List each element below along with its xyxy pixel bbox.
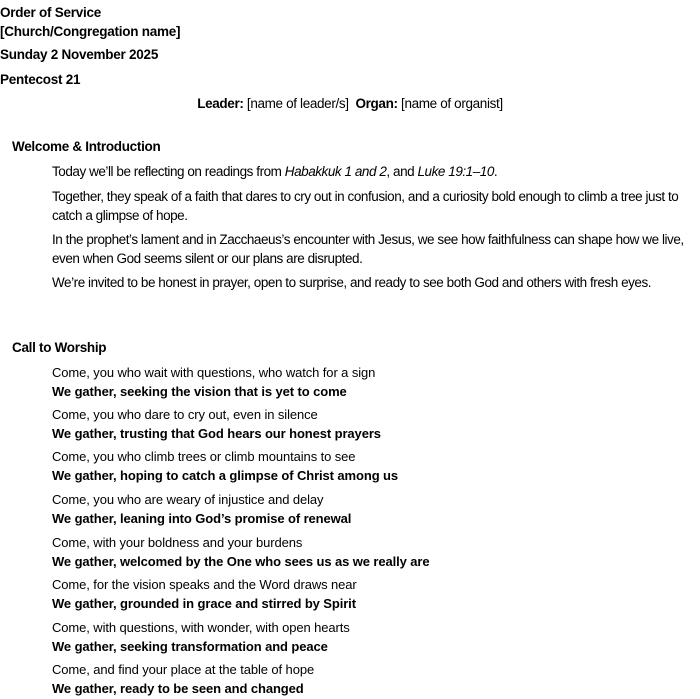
people-response: We gather, seeking transformation and peace bbox=[52, 639, 328, 654]
response-pair bbox=[52, 363, 375, 401]
leader-line: Come, with questions, with wonder, with open hearts bbox=[52, 620, 350, 635]
leader-line: Come, you who wait with questions, who watch for a sign bbox=[52, 365, 376, 380]
people-response: We gather, grounded in grace and stirred by Spirit bbox=[52, 596, 356, 611]
leader-line: Come, with your boldness and your burdens bbox=[52, 535, 303, 550]
people-response: We gather, trusting that God hears our honest prayers bbox=[52, 426, 381, 441]
welcome-paragraph-1 bbox=[52, 162, 692, 181]
organ-label: Organ: bbox=[355, 96, 398, 111]
response-pair bbox=[52, 575, 357, 613]
response-pair bbox=[52, 447, 398, 485]
people-response: We gather, leaning into God’s promise of renewal bbox=[52, 511, 352, 526]
liturgical-occasion: Pentecost 21 bbox=[0, 72, 81, 87]
welcome-paragraph-2: Together, they speak of a faith that dares to cry out in confusion, and a curiosity bold enough to climb a tree just to catch a glimpse of hope. bbox=[52, 189, 679, 223]
reading-ref-luke: Luke 19:1–10 bbox=[417, 164, 494, 179]
leader-organ-line bbox=[0, 96, 700, 111]
response-pair bbox=[52, 490, 351, 528]
leader-line: Come, you who climb trees or climb mountains to see bbox=[52, 449, 356, 464]
leader-line: Come, and find your place at the table of hope bbox=[52, 662, 315, 677]
call-to-worship-heading: Call to Worship bbox=[12, 340, 107, 355]
welcome-p1-end: . bbox=[493, 164, 498, 179]
welcome-paragraph-3: In the prophet’s lament and in Zacchaeus’s encounter with Jesus, we see how faithfulness can shape how we live, even when God seems silent or our plans are disrupted. bbox=[52, 232, 684, 266]
leader-value: [name of leader/s] bbox=[243, 96, 356, 111]
leader-line: Come, you who dare to cry out, even in silence bbox=[52, 407, 318, 422]
response-pair bbox=[52, 618, 350, 656]
people-response: We gather, seeking the vision that is yet to come bbox=[52, 384, 347, 399]
congregation-name: [Church/Congregation name] bbox=[0, 24, 181, 39]
people-response: We gather, ready to be seen and changed bbox=[52, 681, 304, 696]
welcome-heading: Welcome & Introduction bbox=[12, 139, 161, 154]
response-pair bbox=[52, 533, 430, 571]
reading-ref-habakkuk: Habakkuk 1 and 2 bbox=[284, 164, 387, 179]
response-pair bbox=[52, 405, 381, 443]
welcome-p1-text: Today we’ll be reflecting on readings from bbox=[52, 164, 285, 179]
people-response: We gather, hoping to catch a glimpse of Christ among us bbox=[52, 468, 399, 483]
response-pair bbox=[52, 660, 314, 698]
service-date: Sunday 2 November 2025 bbox=[0, 47, 159, 62]
people-response: We gather, welcomed by the One who sees us as we really are bbox=[52, 554, 430, 569]
document-title: Order of Service bbox=[0, 5, 102, 20]
welcome-p1-mid: , and bbox=[386, 164, 418, 179]
leader-line: Come, for the vision speaks and the Word draws near bbox=[52, 577, 357, 592]
organ-value: [name of organist] bbox=[397, 96, 503, 111]
leader-line: Come, you who are weary of injustice and delay bbox=[52, 492, 324, 507]
leader-label: Leader: bbox=[197, 96, 244, 111]
welcome-paragraph-4: We’re invited to be honest in prayer, open to surprise, and ready to see both God and others with fresh eyes. bbox=[52, 275, 652, 290]
